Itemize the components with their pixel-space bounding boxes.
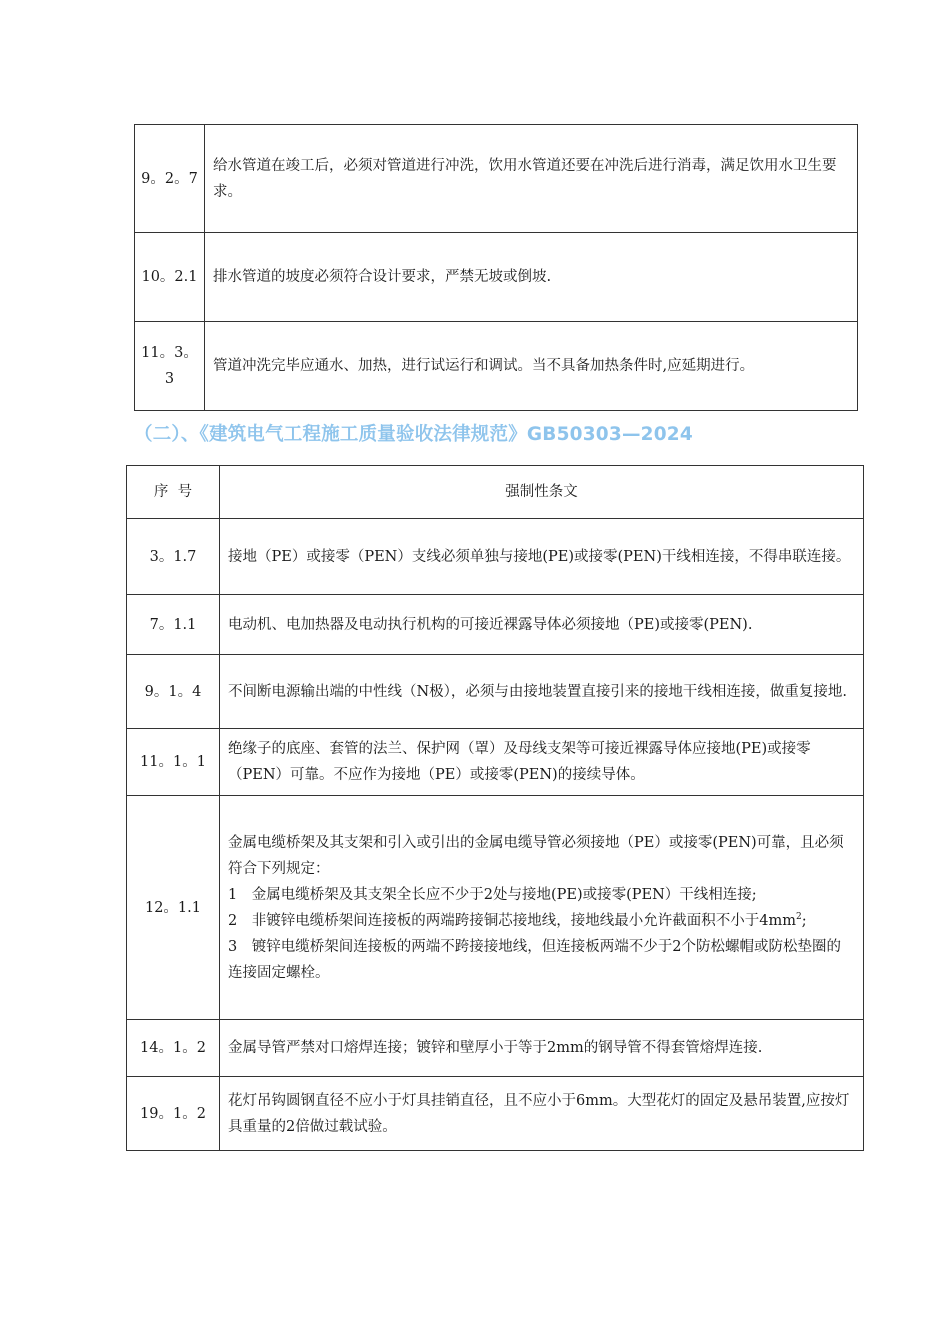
clause-text: 电动机、电加热器及电动执行机构的可接近裸露导体必须接地（PE)或接零(PEN). (220, 595, 864, 655)
clause-item: 3 镀锌电缆桥架间连接板的两端不跨接接地线，但连接板两端不少于2个防松螺帽或防松垫圈的连接固定螺栓。 (228, 938, 841, 981)
table-row (127, 1077, 864, 1151)
clause-number: 7。1.1 (127, 595, 220, 655)
clause-item-text: 2 非镀锌电缆桥架间连接板的两端跨接铜芯接地线，接地线最小允许截面积不小于4mm (228, 912, 796, 929)
column-header-number: 序 号 (127, 466, 220, 519)
section-heading: （二）、《建筑电气工程施工质量验收法律规范》GB50303—2024 (134, 424, 693, 445)
table-row (127, 796, 864, 1020)
clause-number: 3。1.7 (127, 519, 220, 595)
clause-number: 12。1.1 (127, 796, 220, 1020)
table-row (127, 519, 864, 595)
clause-intro: 金属电缆桥架及其支架和引入或引出的金属电缆导管必须接地（PE）或接零(PEN)可靠，且必须符合下列规定： (228, 834, 844, 877)
table-plumbing-clauses (134, 124, 858, 411)
table-header-row (127, 466, 864, 519)
clause-number: 10。2.1 (135, 233, 205, 322)
clause-item-end: ; (801, 912, 807, 929)
clause-text (220, 796, 864, 1020)
clause-text: 接地（PE）或接零（PEN）支线必须单独与接地(PE)或接零(PEN)干线相连接，不得串联连接。 (220, 519, 864, 595)
clause-text: 绝缘子的底座、套管的法兰、保护网（罩）及母线支架等可接近裸露导体应接地(PE)或接零（PEN）可靠。不应作为接地（PE）或接零(PEN)的接续导体。 (220, 729, 864, 796)
clause-number: 11。1。1 (127, 729, 220, 796)
table-row (135, 233, 858, 322)
table-row (127, 1020, 864, 1077)
table-row (135, 322, 858, 411)
clause-text: 给水管道在竣工后，必须对管道进行冲洗，饮用水管道还要在冲洗后进行消毒，满足饮用水卫生要求。 (205, 125, 858, 233)
clause-text: 花灯吊钩圆钢直径不应小于灯具挂销直径，且不应小于6mm。大型花灯的固定及悬吊装置,应按灯具重量的2倍做过载试验。 (220, 1077, 864, 1151)
table-row (127, 595, 864, 655)
clause-number: 19。1。2 (127, 1077, 220, 1151)
clause-item (228, 908, 855, 934)
clause-text: 不间断电源输出端的中性线（N极），必须与由接地装置直接引来的接地干线相连接，做重复接地. (220, 655, 864, 729)
clause-text: 金属导管严禁对口熔焊连接；镀锌和壁厚小于等于2mm的钢导管不得套管熔焊连接. (220, 1020, 864, 1077)
column-header-clause: 强制性条文 (220, 466, 864, 519)
superscript: 2 (795, 911, 802, 922)
clause-text: 管道冲洗完毕应通水、加热，进行试运行和调试。当不具备加热条件时,应延期进行。 (205, 322, 858, 411)
clause-item: 1 金属电缆桥架及其支架全长应不少于2处与接地(PE)或接零(PEN）干线相连接; (228, 886, 757, 903)
table-electrical-clauses (126, 465, 864, 1151)
clause-number: 11。3。3 (135, 322, 205, 411)
clause-number: 9。2。7 (135, 125, 205, 233)
clause-text: 排水管道的坡度必须符合设计要求，严禁无坡或倒坡. (205, 233, 858, 322)
clause-number: 9。1。4 (127, 655, 220, 729)
clause-number: 14。1。2 (127, 1020, 220, 1077)
table-row (135, 125, 858, 233)
table-row (127, 655, 864, 729)
table-row (127, 729, 864, 796)
